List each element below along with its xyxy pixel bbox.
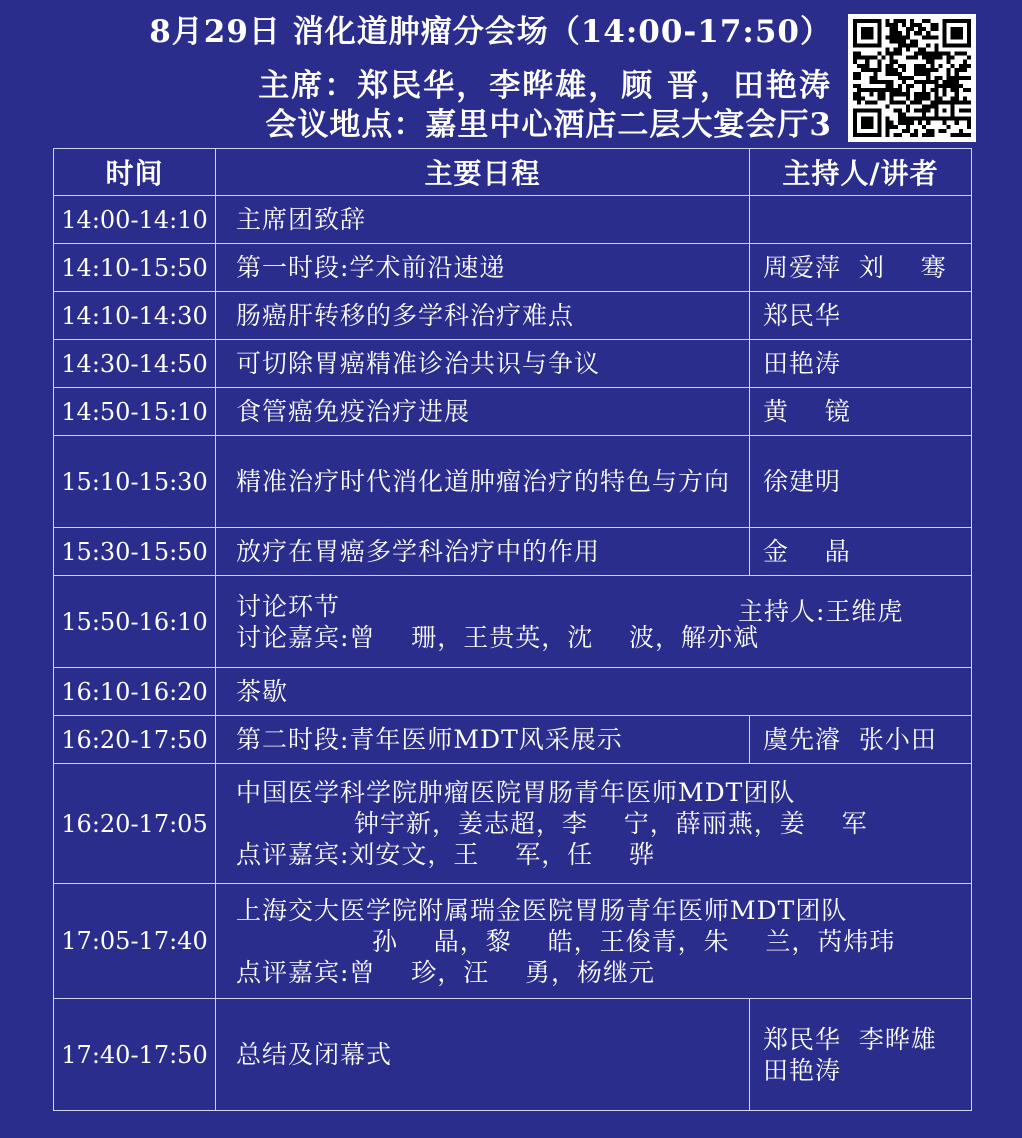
- row-time: 14:00-14:10: [54, 196, 216, 244]
- row-agenda: 第二时段:青年医师MDT风采展示: [216, 716, 750, 764]
- header: [0, 0, 1022, 148]
- table-row: [54, 436, 972, 528]
- qr-code-icon[interactable]: [848, 14, 976, 142]
- row-agenda: 主席团致辞: [216, 196, 750, 244]
- team-name: 上海交大医学院附属瑞金医院胃肠青年医师MDT团队: [236, 895, 848, 925]
- row-host: 郑民华: [750, 292, 972, 340]
- row-host-2: 田艳涛: [763, 1055, 842, 1085]
- session-title: 8月29日 消化道肿瘤分会场（14:00-17:50）: [149, 14, 832, 50]
- row-time: 17:05-17:40: [54, 884, 216, 999]
- row-agenda: 食管癌免疫治疗进展: [216, 388, 750, 436]
- row-time: 17:40-17:50: [54, 999, 216, 1111]
- team-cell: [216, 884, 972, 999]
- table-row: [54, 528, 972, 576]
- row-time: 16:20-17:50: [54, 716, 216, 764]
- row-host: 田艳涛: [750, 340, 972, 388]
- row-host: 郑民华 李晔雄: [763, 1024, 937, 1054]
- team-reviewers: 点评嘉宾:刘安文，王 军，任 骅: [236, 840, 655, 869]
- table-row: [54, 292, 972, 340]
- table-row: [54, 999, 972, 1111]
- row-host: 虞先濬 张小田: [750, 716, 972, 764]
- row-time: 14:30-14:50: [54, 340, 216, 388]
- row-time: 14:50-15:10: [54, 388, 216, 436]
- row-agenda: 肠癌肝转移的多学科治疗难点: [216, 292, 750, 340]
- venue-line: 会议地点：嘉里中心酒店二层大宴会厅3: [265, 107, 832, 143]
- row-time: 16:10-16:20: [54, 668, 216, 716]
- discussion-cell: [216, 576, 972, 668]
- team-members: 钟宇新，姜志超，李 宁，薛丽燕，姜 军: [354, 809, 868, 838]
- team-reviewers: 点评嘉宾:曾 珍，汪 勇，杨继元: [236, 957, 655, 987]
- team-cell: [216, 764, 972, 884]
- row-host: 徐建明: [750, 436, 972, 528]
- row-host: [750, 196, 972, 244]
- row-agenda: 讨论环节: [236, 591, 341, 621]
- row-host: 周爱萍 刘 骞: [750, 244, 972, 292]
- table-row: [54, 340, 972, 388]
- row-time: 16:20-17:05: [54, 764, 216, 884]
- row-host: 金 晶: [750, 528, 972, 576]
- row-host: 黄 镜: [750, 388, 972, 436]
- row-host-cell: [750, 999, 972, 1111]
- table-row: [54, 388, 972, 436]
- col-header-host: 主持人/讲者: [750, 149, 972, 196]
- table-row: [54, 668, 972, 716]
- row-agenda: 可切除胃癌精准诊治共识与争议: [216, 340, 750, 388]
- row-time: 14:10-15:50: [54, 244, 216, 292]
- row-time: 14:10-14:30: [54, 292, 216, 340]
- table-row: [54, 196, 972, 244]
- chairs-line: 主席：郑民华，李晔雄，顾 晋，田艳涛: [258, 68, 832, 104]
- row-agenda: 第一时段:学术前沿速递: [216, 244, 750, 292]
- col-header-time: 时间: [54, 149, 216, 196]
- discussion-guests: 讨论嘉宾:曾 珊，王贵英，沈 波，解亦斌: [236, 622, 759, 652]
- row-agenda: 放疗在胃癌多学科治疗中的作用: [216, 528, 750, 576]
- row-agenda: 总结及闭幕式: [216, 999, 750, 1111]
- table-row: [54, 244, 972, 292]
- row-time: 15:30-15:50: [54, 528, 216, 576]
- row-agenda: 精准治疗时代消化道肿瘤治疗的特色与方向: [216, 436, 750, 528]
- team-name: 中国医学科学院肿瘤医院胃肠青年医师MDT团队: [236, 778, 796, 807]
- team-members: 孙 晶，黎 皓，王俊青，朱 兰，芮炜玮: [372, 926, 896, 956]
- row-agenda: 茶歇: [216, 668, 972, 716]
- discussion-host: 主持人:王维虎: [738, 597, 904, 626]
- table-row: [54, 576, 972, 668]
- row-time: 15:10-15:30: [54, 436, 216, 528]
- table-row: [54, 884, 972, 999]
- table-row: [54, 764, 972, 884]
- row-time: 15:50-16:10: [54, 576, 216, 668]
- table-row: [54, 716, 972, 764]
- table-header-row: [54, 149, 972, 196]
- schedule-table: [53, 148, 972, 1111]
- col-header-agenda: 主要日程: [216, 149, 750, 196]
